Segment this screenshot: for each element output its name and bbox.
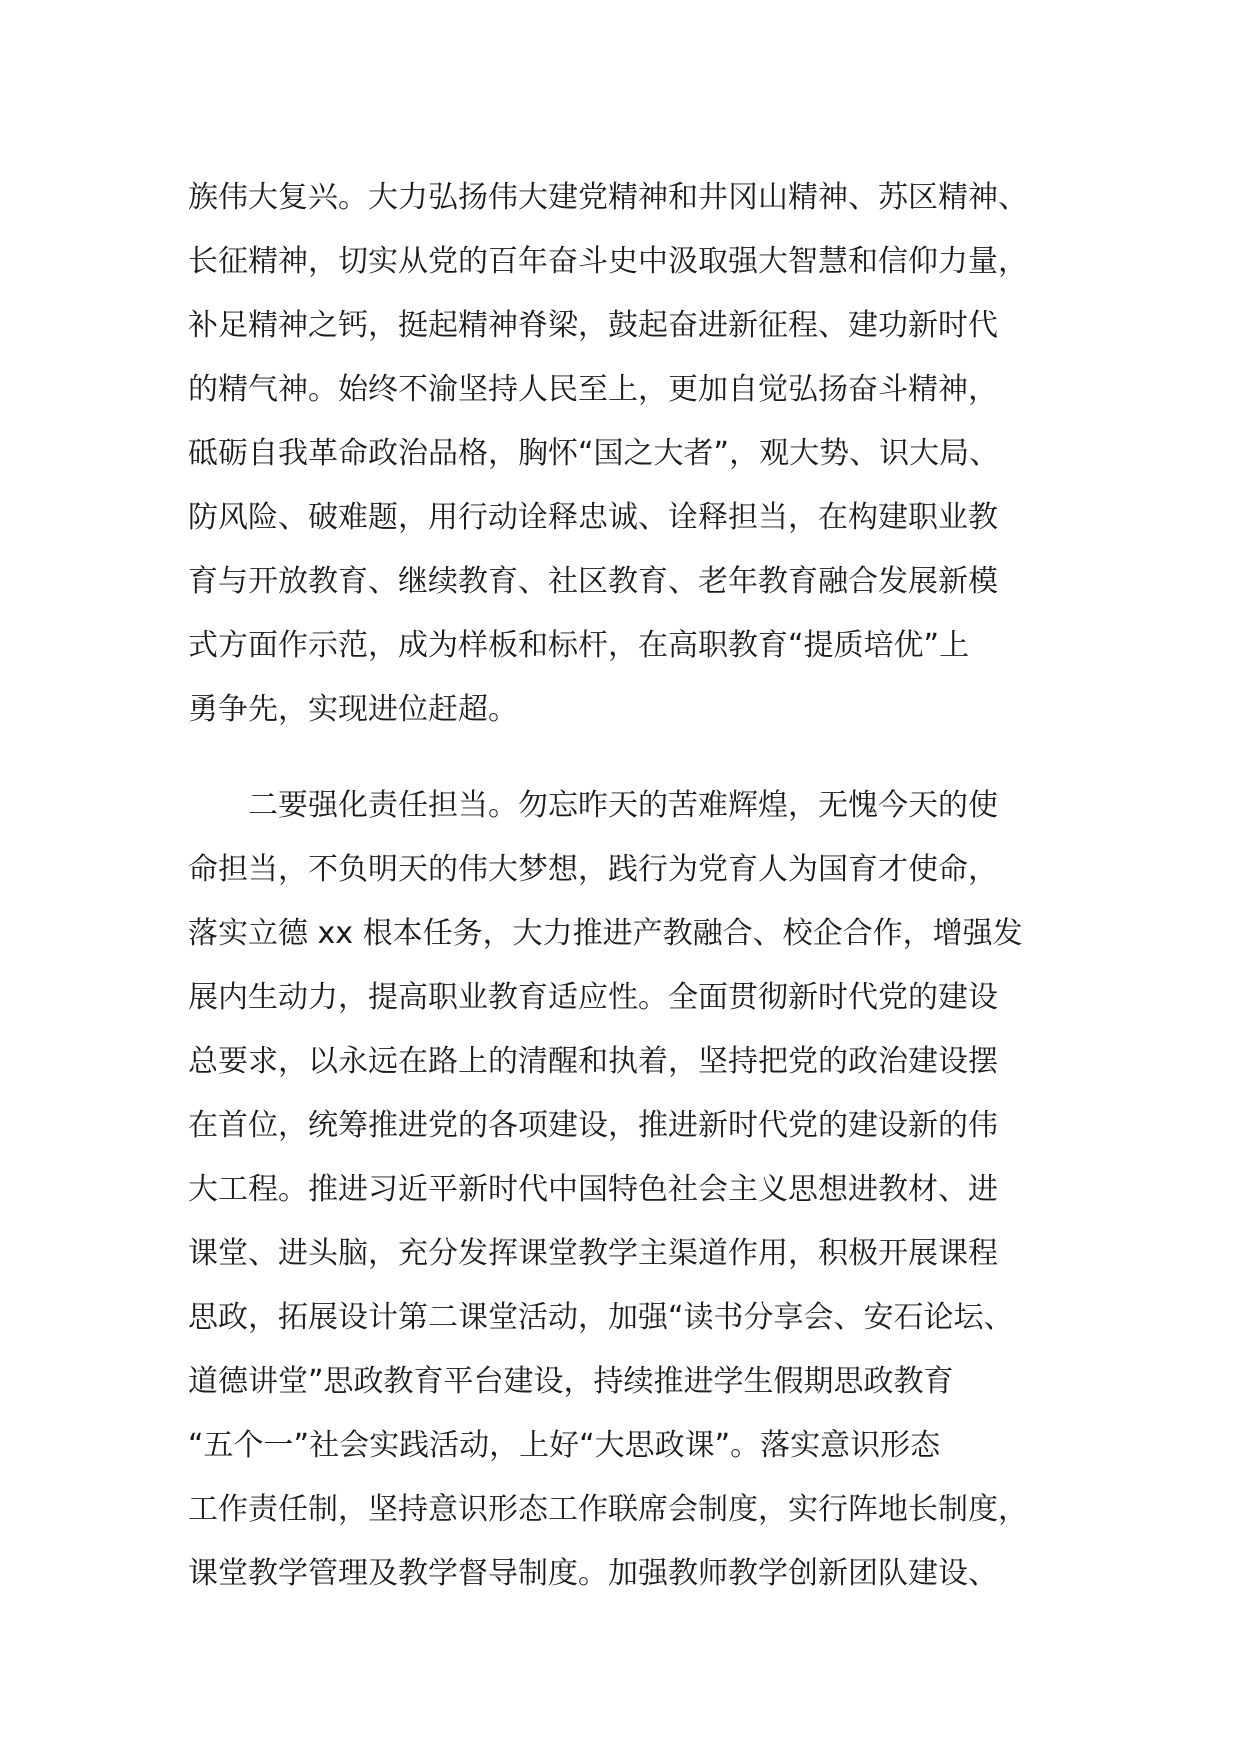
text-line: 展内生动力，提高职业教育适应性。全面贯彻新时代党的建设 <box>188 980 998 1015</box>
text-line: 式方面作示范，成为样板和标杆，在高职教育“提质培优”上 <box>188 628 970 663</box>
text-line: 在首位，统筹推进党的各项建设，推进新时代党的建设新的伟 <box>188 1108 998 1143</box>
text-line: 族伟大复兴。大力弘扬伟大建党精神和井冈山精神、苏区精神、 <box>188 180 1028 215</box>
text-line: 命担当，不负明天的伟大梦想，践行为党育人为国育才使命， <box>188 852 998 887</box>
text-line: 补足精神之钙，挺起精神脊梁，鼓起奋进新征程、建功新时代 <box>188 308 998 343</box>
text-line: 总要求，以永远在路上的清醒和执着，坚持把党的政治建设摆 <box>188 1044 998 1079</box>
text-line: 的精气神。始终不渝坚持人民至上，更加自觉弘扬奋斗精神， <box>188 372 998 407</box>
text-line: 砥砺自我革命政治品格，胸怀“国之大者”，观大势、识大局、 <box>188 436 1000 471</box>
text-line: 育与开放教育、继续教育、社区教育、老年教育融合发展新模 <box>188 564 998 599</box>
paragraph-2 <box>188 774 1088 1606</box>
text-line: “五个一”社会实践活动，上好“大思政课”。落实意识形态 <box>188 1428 941 1463</box>
text-line: 工作责任制，坚持意识形态工作联席会制度，实行阵地长制度， <box>188 1492 1028 1527</box>
text-line: 思政，拓展设计第二课堂活动，加强“读书分享会、安石论坛、 <box>188 1300 1014 1335</box>
text-line: 道德讲堂”思政教育平台建设，持续推进学生假期思政教育 <box>188 1364 954 1399</box>
text-line: 二要强化责任担当。勿忘昨天的苦难辉煌，无愧今天的使 <box>188 788 998 823</box>
text-line: 课堂教学管理及教学督导制度。加强教师教学创新团队建设、 <box>188 1556 998 1591</box>
text-line: 落实立德 xx 根本任务，大力推进产教融合、校企合作，增强发 <box>188 916 1023 951</box>
text-line: 长征精神，切实从党的百年奋斗史中汲取强大智慧和信仰力量， <box>188 244 1028 279</box>
text-line: 防风险、破难题，用行动诠释忠诚、诠释担当，在构建职业教 <box>188 500 998 535</box>
paragraph-1 <box>188 166 1088 742</box>
text-line: 课堂、进头脑，充分发挥课堂教学主渠道作用，积极开展课程 <box>188 1236 998 1271</box>
text-line: 大工程。推进习近平新时代中国特色社会主义思想进教材、进 <box>188 1172 998 1207</box>
text-line: 勇争先，实现进位赶超。 <box>188 692 518 727</box>
